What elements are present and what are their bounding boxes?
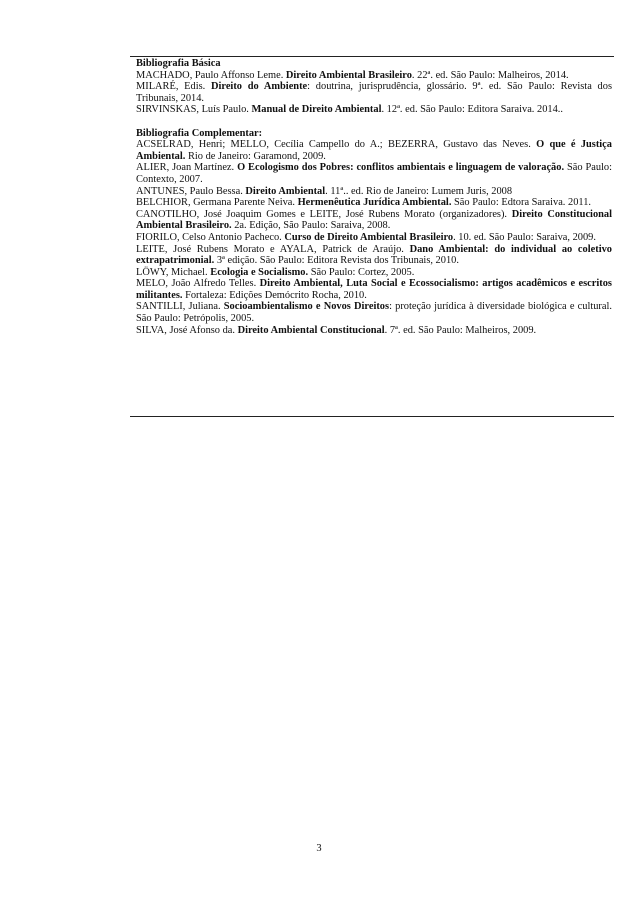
top-rule	[130, 56, 614, 57]
reference-details: 2a. Edição, São Paulo: Saraiva, 2008.	[231, 220, 391, 232]
reference-title: Direito Ambiental Brasileiro	[285, 69, 412, 81]
reference-details: São Paulo: Edtora Saraiva. 2011.	[451, 197, 591, 209]
reference-item	[136, 81, 612, 104]
reference-authors: LEITE, José Rubens Morato e AYALA, Patrick de Araújo.	[136, 243, 410, 255]
reference-details: : proteção jurídica à diversidade biológica e cultural. São Paulo: Petrópolis, 2005.	[136, 301, 612, 325]
reference-authors: ALIER, Joan Martínez.	[136, 162, 238, 174]
reference-item	[136, 267, 612, 279]
reference-item	[136, 301, 612, 324]
reference-item	[136, 325, 612, 337]
bibliography-content	[136, 58, 612, 336]
reference-title: Manual de Direito Ambiental	[251, 104, 382, 116]
reference-title: Direito do Ambiente	[211, 81, 308, 93]
reference-title: Ecologia e Socialismo.	[210, 266, 309, 278]
complementary-bibliography-heading: Bibliografia Complementar:	[136, 127, 263, 139]
reference-item	[136, 139, 612, 162]
page-number: 3	[316, 843, 322, 854]
reference-authors: MACHADO, Paulo Affonso Leme.	[136, 69, 286, 81]
reference-title: Direito Ambiental	[245, 185, 326, 197]
reference-authors: ANTUNES, Paulo Bessa.	[136, 185, 246, 197]
reference-item	[136, 197, 612, 209]
reference-details: São Paulo: Contexto, 2007.	[136, 162, 612, 185]
reference-title: Dano Ambiental: do individual ao coletivo extrapatrimonial.	[136, 243, 612, 267]
reference-authors: SIRVINSKAS, Luís Paulo.	[136, 104, 252, 116]
reference-details: Rio de Janeiro: Garamond, 2009.	[185, 150, 326, 162]
reference-details: . 22ª. ed. São Paulo: Malheiros, 2014.	[411, 69, 569, 81]
reference-details: . 11ª.. ed. Rio de Janeiro: Lumem Juris, 2008	[325, 185, 513, 197]
reference-authors: MELO, João Alfredo Telles.	[136, 278, 260, 290]
reference-authors: FIORILO, Celso Antonio Pacheco.	[136, 231, 285, 243]
reference-authors: SILVA, José Afonso da.	[136, 324, 238, 336]
reference-title: Socioambientalismo e Novos Direitos	[223, 301, 390, 313]
reference-authors: BELCHIOR, Germana Parente Neiva.	[136, 197, 298, 209]
reference-title: O que é Justiça Ambiental.	[136, 139, 612, 162]
reference-authors: ACSELRAD, Henri; MELLO, Cecília Campello do A.; BEZERRA, Gustavo das Neves.	[136, 139, 537, 151]
reference-item	[136, 162, 612, 185]
reference-title: Direito Ambiental, Luta Social e Ecossocialismo: artigos acadêmicos e escritos militantes.	[136, 278, 612, 301]
reference-title: Direito Ambiental Constitucional	[237, 324, 385, 336]
basic-bibliography-heading: Bibliografia Básica	[136, 58, 221, 69]
reference-title: Hermenêutica Jurídica Ambiental.	[297, 197, 452, 209]
reference-details: . 10. ed. São Paulo: Saraiva, 2009.	[453, 231, 596, 243]
reference-item	[136, 244, 612, 267]
reference-details: Fortaleza: Edições Demócrito Rocha, 2010.	[182, 289, 367, 301]
reference-item	[136, 232, 612, 244]
reference-item	[136, 186, 612, 198]
reference-item	[136, 209, 612, 232]
reference-title: O Ecologismo dos Pobres: conflitos ambientais e linguagem de valoração.	[237, 162, 565, 174]
reference-details: . 7ª. ed. São Paulo: Malheiros, 2009.	[384, 324, 537, 336]
reference-item	[136, 70, 612, 82]
reference-details: : doutrina, jurisprudência, glossário. 9ª. ed. São Paulo: Revista dos Tribunais, 2014.	[136, 81, 612, 104]
reference-item	[136, 104, 612, 116]
reference-details: São Paulo: Cortez, 2005.	[308, 266, 415, 278]
reference-details: 3ª edição. São Paulo: Editora Revista dos Tribunais, 2010.	[214, 255, 459, 267]
reference-item	[136, 278, 612, 301]
reference-authors: CANOTILHO, José Joaquim Gomes e LEITE, José Rubens Morato (organizadores).	[136, 208, 512, 220]
reference-details: . 12ª. ed. São Paulo: Editora Saraiva. 2014..	[381, 104, 563, 116]
section-gap	[136, 116, 612, 128]
reference-authors: SANTILLI, Juliana.	[136, 301, 224, 313]
reference-title: Curso de Direito Ambiental Brasileiro	[284, 231, 454, 243]
bottom-rule	[130, 416, 614, 417]
reference-authors: MILARÉ, Edis.	[136, 81, 211, 93]
reference-authors: LÖWY, Michael.	[136, 266, 211, 278]
reference-title: Direito Constitucional Ambiental Brasileiro.	[136, 208, 612, 232]
